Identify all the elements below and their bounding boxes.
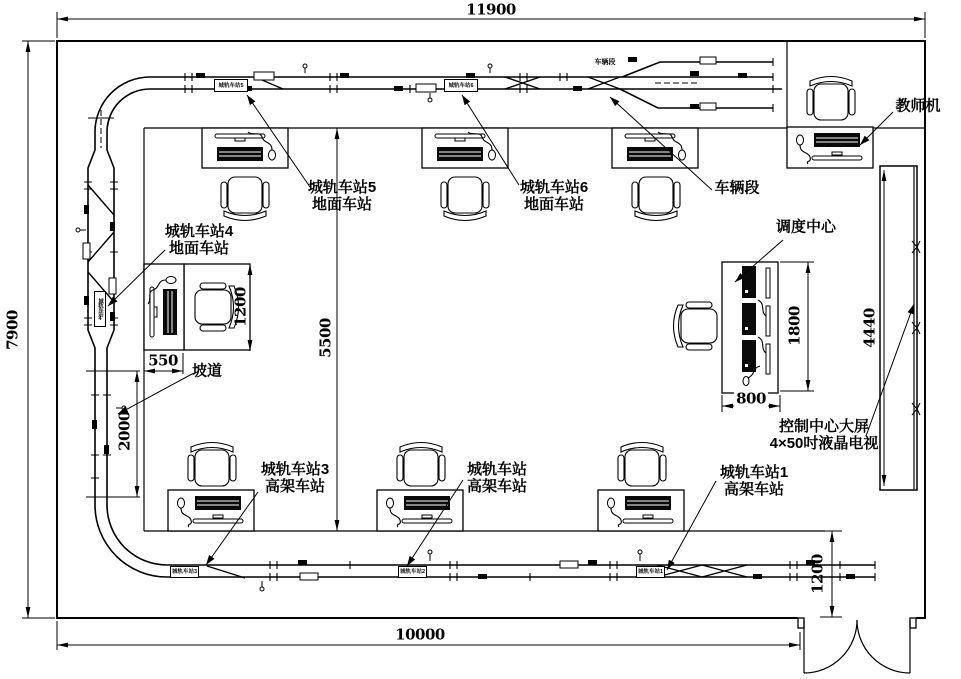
track-sign-station1: 城轨车站1 — [636, 566, 665, 578]
depot-chair — [632, 177, 680, 221]
station1-chair — [618, 443, 666, 487]
label-station6: 城轨车站6 地面车站 — [519, 179, 589, 213]
track-sign-station4: 城轨车站4 — [94, 291, 106, 327]
dim-dispatch-length: 1800 — [785, 306, 804, 346]
dim-bottom-track: 1200 — [808, 554, 827, 594]
dispatch-chair — [674, 302, 718, 350]
station5-chair — [221, 177, 269, 221]
label-screen: 控制中心大屏 4×50吋液晶电视 — [769, 418, 879, 452]
label-station2: 城轨车站 高架车站 — [466, 461, 528, 495]
dim-screen-length: 4440 — [860, 308, 879, 348]
teacher-desk — [787, 127, 873, 168]
label-station3: 城轨车站3 高架车站 — [260, 461, 330, 495]
dim-station4-length: 1200 — [231, 287, 250, 327]
station6-chair — [441, 177, 489, 221]
label-dispatch: 调度中心 — [775, 218, 837, 236]
station2-desk — [377, 490, 463, 531]
dispatch-desk — [722, 262, 778, 393]
track-sign-station6: 城轨车站6 — [444, 79, 478, 92]
dim-inner-height: 5500 — [316, 318, 335, 358]
track-sign-station3: 城轨车站3 — [170, 566, 199, 578]
door[interactable] — [804, 620, 910, 673]
dim-bottom-width: 10000 — [395, 625, 445, 644]
dim-ramp-length: 2000 — [115, 411, 134, 451]
dim-top-width: 11900 — [466, 0, 516, 19]
video-wall — [880, 166, 920, 490]
dim-station4-width: 550 — [148, 351, 178, 370]
station2-chair — [397, 443, 445, 487]
station3-chair — [188, 443, 236, 487]
station3-desk — [168, 490, 254, 531]
label-station5: 城轨车站5 地面车站 — [307, 179, 377, 213]
label-station1: 城轨车站1 高架车站 — [719, 464, 789, 498]
track-centerlines — [101, 83, 700, 148]
teacher-chair — [807, 77, 855, 121]
depot-desk — [612, 128, 698, 168]
dim-left-height: 7900 — [3, 310, 22, 350]
label-ramp: 坡道 — [191, 362, 223, 380]
dim-dispatch-width: 800 — [736, 389, 766, 408]
label-station4: 城轨车站4 地面车站 — [164, 223, 234, 257]
track-sign-station5: 城轨车站5 — [214, 79, 248, 92]
label-teacher: 教师机 — [895, 97, 941, 115]
label-depot: 车辆段 — [714, 179, 760, 197]
station1-desk — [598, 490, 684, 531]
track-sign-station2: 城轨车站2 — [398, 566, 427, 578]
label-depot-track: 车辆段 — [594, 59, 616, 66]
station5-desk — [202, 128, 288, 168]
